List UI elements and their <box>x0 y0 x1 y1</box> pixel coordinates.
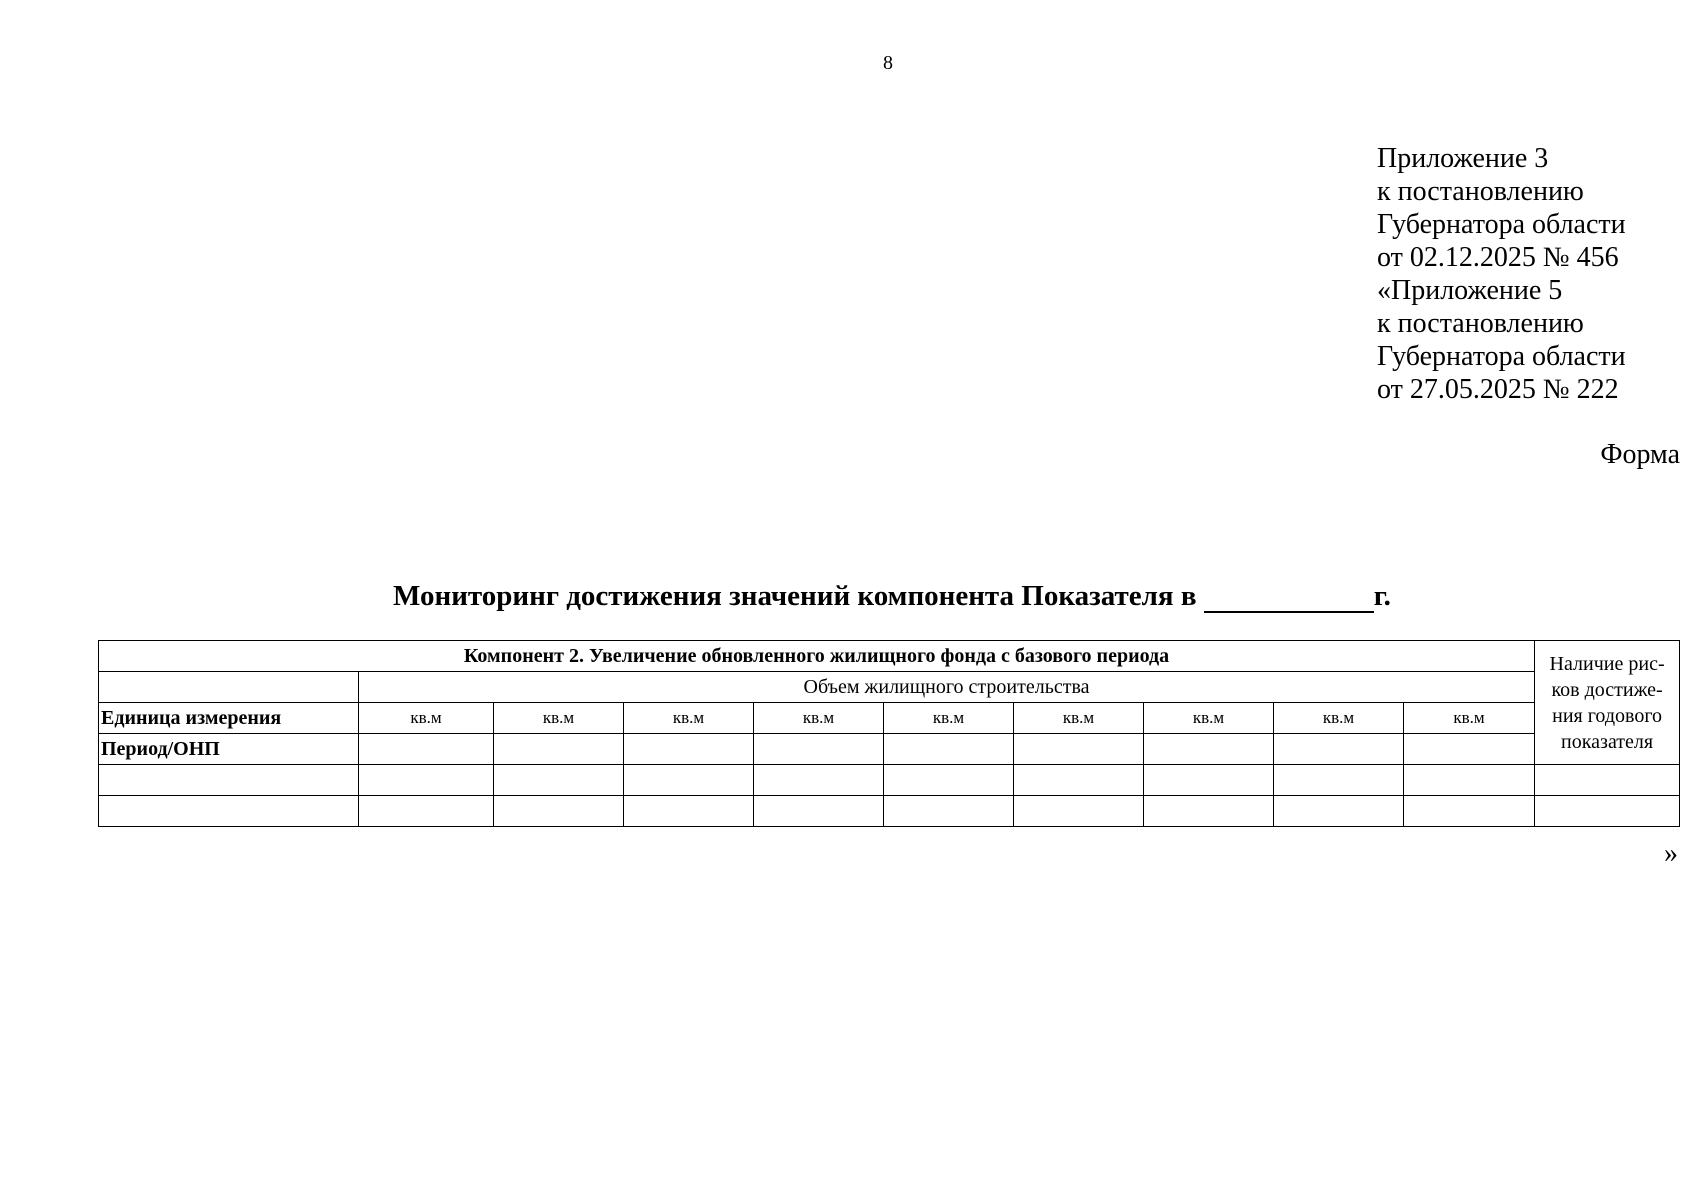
appendix-line: к постановлению <box>1377 308 1584 339</box>
table-cell <box>1014 765 1144 796</box>
table-cell <box>754 765 884 796</box>
table-cell <box>754 796 884 827</box>
table-cell <box>359 796 494 827</box>
table-row <box>99 672 1680 703</box>
table-cell <box>99 672 359 703</box>
appendix-line: Приложение 3 <box>1377 143 1549 174</box>
unit-cell: кв.м <box>754 703 884 734</box>
component-title: Компонент 2. Увеличение обновленного жилищного фонда с базового периода <box>99 641 1535 672</box>
table-cell <box>1535 796 1680 827</box>
risk-header: Наличие рис-ков достиже-ния годового показателя <box>1535 641 1680 765</box>
table-cell <box>1144 796 1274 827</box>
table-cell <box>754 734 884 765</box>
table-cell <box>884 765 1014 796</box>
unit-cell: кв.м <box>884 703 1014 734</box>
unit-row-label: Единица измерения <box>99 703 359 734</box>
table-cell <box>1535 765 1680 796</box>
table-cell <box>99 765 359 796</box>
year-blank-field <box>1204 585 1374 613</box>
table-cell <box>1014 796 1144 827</box>
table-cell <box>1144 734 1274 765</box>
appendix-line: от 02.12.2025 № 456 <box>1377 242 1619 273</box>
appendix-line: «Приложение 5 <box>1377 275 1563 306</box>
appendix-line: от 27.05.2025 № 222 <box>1377 374 1619 405</box>
table-cell <box>1274 765 1404 796</box>
table-row <box>99 703 1680 734</box>
title-prefix: Мониторинг достижения значений компонента Показателя в <box>393 580 1197 612</box>
table-cell <box>494 765 624 796</box>
table-cell <box>624 734 754 765</box>
table-cell <box>884 796 1014 827</box>
volume-title: Объем жилищного строительства <box>359 672 1535 703</box>
table-cell <box>359 765 494 796</box>
period-row-label: Период/ОНП <box>99 734 359 765</box>
unit-cell: кв.м <box>494 703 624 734</box>
unit-cell: кв.м <box>1014 703 1144 734</box>
unit-cell: кв.м <box>1274 703 1404 734</box>
appendix-line: Губернатора области <box>1377 341 1626 372</box>
form-label: Форма <box>1600 439 1680 470</box>
table-cell <box>99 796 359 827</box>
appendix-block <box>1377 142 1626 406</box>
appendix-line: к постановлению <box>1377 176 1584 207</box>
appendix-line: Губернатора области <box>1377 209 1626 240</box>
unit-cell: кв.м <box>1404 703 1535 734</box>
document-title <box>393 580 1391 613</box>
page-number: 8 <box>883 52 893 74</box>
table-row <box>99 641 1680 672</box>
table-cell <box>624 765 754 796</box>
table-cell <box>1274 796 1404 827</box>
closing-quote: » <box>1664 838 1678 869</box>
table-cell <box>1404 796 1535 827</box>
unit-cell: кв.м <box>359 703 494 734</box>
monitoring-table <box>98 640 1680 827</box>
table-cell <box>494 796 624 827</box>
table-row <box>99 765 1680 796</box>
table-cell <box>359 734 494 765</box>
table-cell <box>1274 734 1404 765</box>
unit-cell: кв.м <box>624 703 754 734</box>
table-cell <box>624 796 754 827</box>
title-suffix: г. <box>1373 580 1391 612</box>
unit-cell: кв.м <box>1144 703 1274 734</box>
table-row <box>99 796 1680 827</box>
table-cell <box>884 734 1014 765</box>
table-cell <box>1404 734 1535 765</box>
table-cell <box>1014 734 1144 765</box>
table-row <box>99 734 1680 765</box>
table-cell <box>1404 765 1535 796</box>
table-cell <box>494 734 624 765</box>
table-cell <box>1144 765 1274 796</box>
